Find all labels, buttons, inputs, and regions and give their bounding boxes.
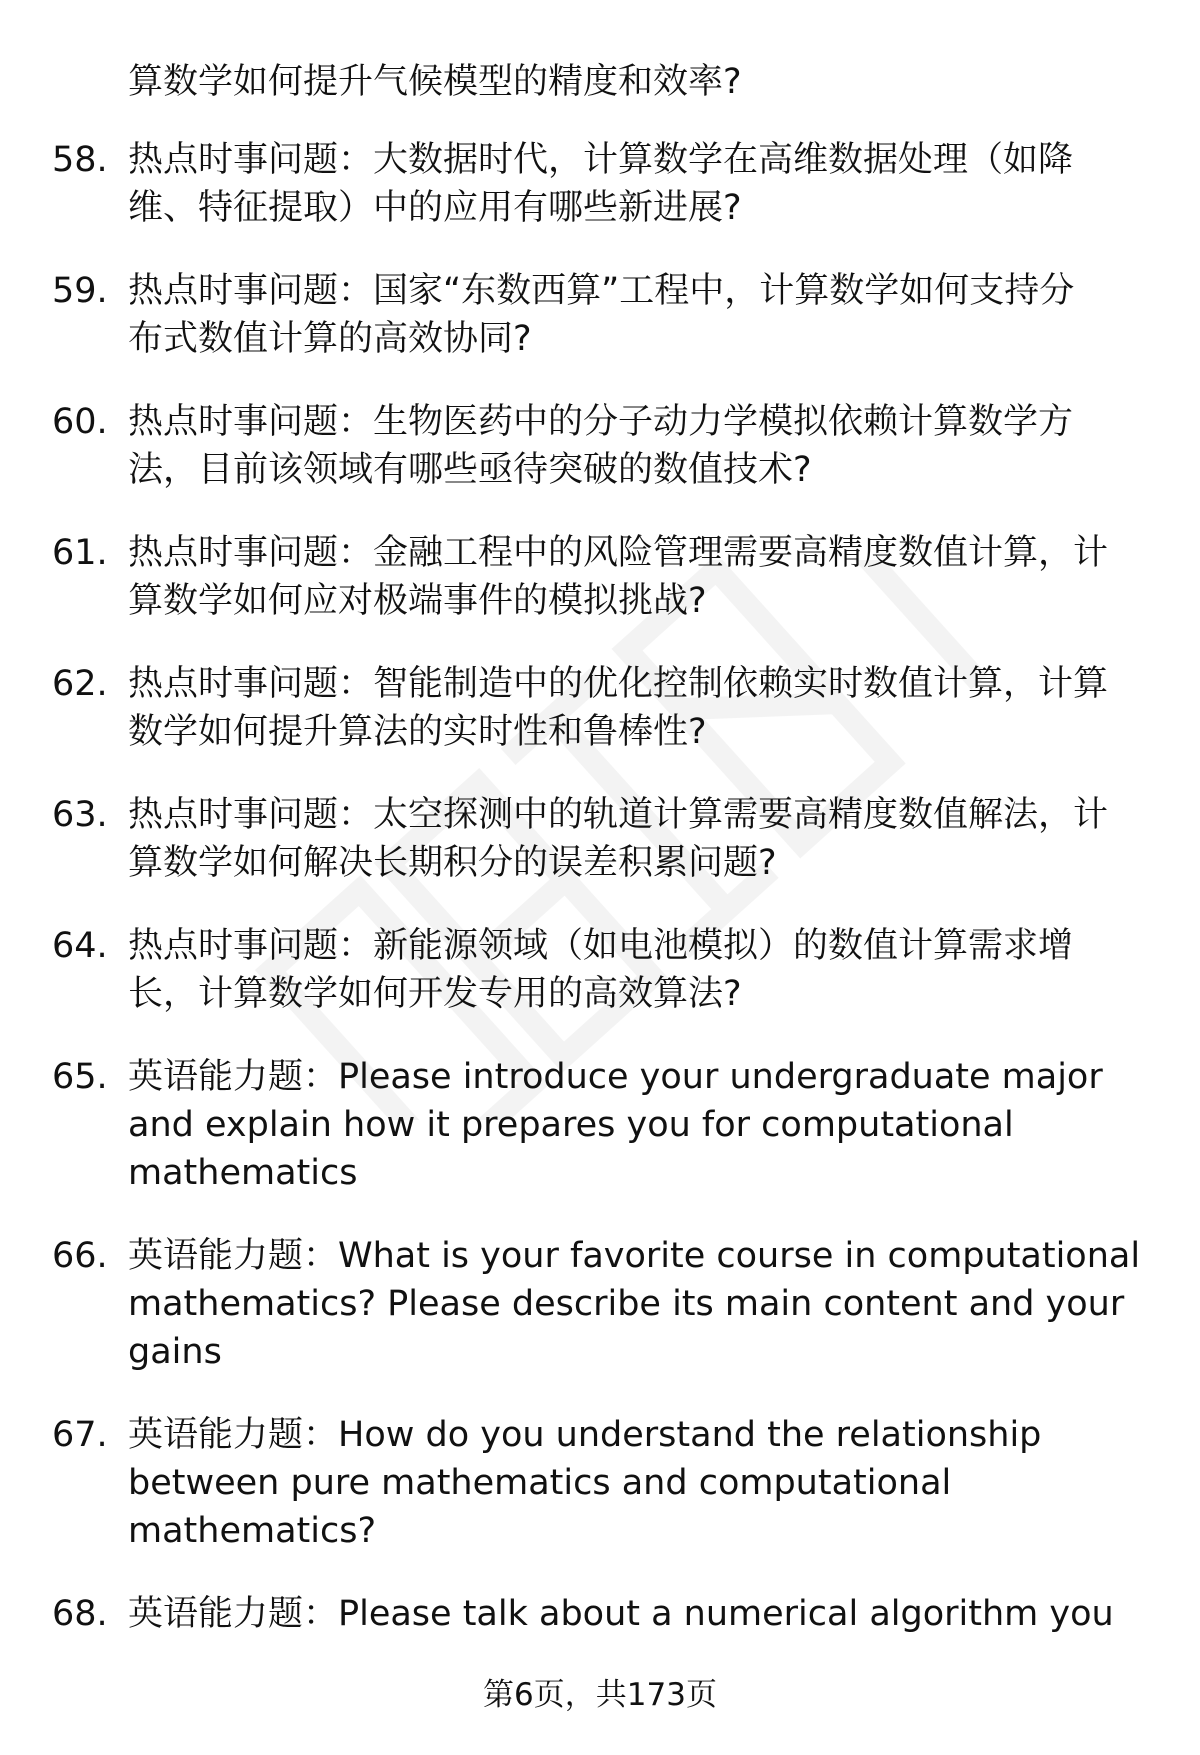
- question-item: [0, 1232, 1200, 1376]
- question-item: [0, 398, 1200, 494]
- question-text-line: 热点时事问题：智能制造中的优化控制依赖实时数值计算，计算: [128, 664, 1109, 704]
- question-item: [0, 1411, 1200, 1555]
- question-number: 61.: [52, 533, 108, 573]
- question-text-line: 法，目前该领域有哪些亟待突破的数值技术?: [128, 450, 812, 490]
- question-item: [0, 1590, 1200, 1638]
- question-text-line: and explain how it prepares you for computational: [128, 1105, 1014, 1145]
- question-number: 63.: [52, 795, 108, 835]
- question-text-line: 英语能力题：What is your favorite course in computational: [128, 1236, 1141, 1276]
- question-text-line: 英语能力题：How do you understand the relationship: [128, 1415, 1042, 1455]
- question-text-line: 热点时事问题：国家“东数西算”工程中，计算数学如何支持分: [128, 271, 1075, 311]
- question-item: [0, 791, 1200, 887]
- question-text-line: 热点时事问题：新能源领域（如电池模拟）的数值计算需求增: [128, 926, 1074, 966]
- question-text-line: mathematics: [128, 1153, 358, 1193]
- question-text-line: 热点时事问题：大数据时代，计算数学在高维数据处理（如降: [128, 140, 1074, 180]
- question-text-line: 英语能力题：Please talk about a numerical algorithm you: [128, 1594, 1114, 1634]
- question-number: 66.: [52, 1236, 108, 1276]
- question-text-line: 算数学如何解决长期积分的误差积累问题?: [128, 843, 777, 883]
- question-number: 68.: [52, 1594, 108, 1634]
- question-item: [0, 922, 1200, 1018]
- question-number: 67.: [52, 1415, 108, 1455]
- question-text-line: 热点时事问题：生物医药中的分子动力学模拟依赖计算数学方: [128, 402, 1074, 442]
- question-item: [0, 1053, 1200, 1197]
- question-text-line: 算数学如何应对极端事件的模拟挑战?: [128, 581, 707, 621]
- question-number: 59.: [52, 271, 108, 311]
- question-number: 64.: [52, 926, 108, 966]
- question-list: [0, 136, 1200, 1638]
- question-item: [0, 529, 1200, 625]
- question-text-line: 热点时事问题：金融工程中的风险管理需要高精度数值计算，计: [128, 533, 1109, 573]
- question-text-line: 热点时事问题：太空探测中的轨道计算需要高精度数值解法，计: [128, 795, 1109, 835]
- question-text-line: 数学如何提升算法的实时性和鲁棒性?: [128, 712, 707, 752]
- question-text-line: 维、特征提取）中的应用有哪些新进展?: [128, 188, 742, 228]
- question-text-line: mathematics?: [128, 1511, 377, 1551]
- question-item: [0, 136, 1200, 232]
- question-text-line: 布式数值计算的高效协同?: [128, 319, 532, 359]
- question-text-line: 长，计算数学如何开发专用的高效算法?: [128, 974, 742, 1014]
- question-text-line: gains: [128, 1332, 222, 1372]
- question-item: [0, 660, 1200, 756]
- question-content: [0, 58, 1200, 1638]
- question-number: 65.: [52, 1057, 108, 1097]
- question-text-line: between pure mathematics and computational: [128, 1463, 952, 1503]
- question-text-line: 英语能力题：Please introduce your undergraduate major: [128, 1057, 1103, 1097]
- continuation-line: 算数学如何提升气候模型的精度和效率?: [128, 62, 742, 102]
- question-number: 62.: [52, 664, 108, 704]
- question-number: 58.: [52, 140, 108, 180]
- question-text-line: mathematics? Please describe its main content and your: [128, 1284, 1125, 1324]
- question-number: 60.: [52, 402, 108, 442]
- page-footer: 第6页，共173页: [483, 1677, 717, 1713]
- question-item: [0, 267, 1200, 363]
